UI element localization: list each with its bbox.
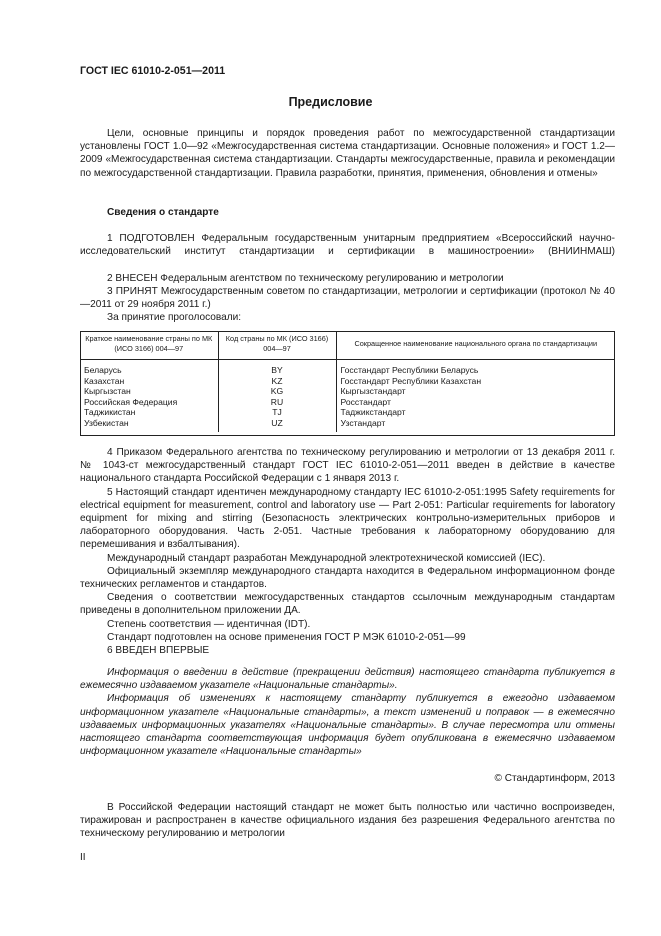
notice-paragraph: Информация об изменениях к настоящему стандарту публикуется в ежегодно издаваемом информационном указателе «Национальные стандарты», а текст изменений и поправок — в ежемесячно издаваемых информационных указателях «Национальные стандарты». В случае пересмотра или отмены настоящего стандарта соответствующая информация будет опубликована в ежемесячно издаваемом информационном указателе «Национальные стандарты» [80, 693, 615, 758]
items-before-table [80, 232, 615, 324]
table-row [80, 386, 615, 397]
iec-paragraph: Международный стандарт разработан Международной электротехнической комиссией (IEC). [107, 552, 546, 564]
code-cell: TJ [218, 407, 336, 418]
document-id-header: ГОСТ IEC 61010-2-051—2011 [80, 65, 226, 77]
body-cell: Кыргызстандарт [336, 386, 615, 397]
section-heading-block [80, 206, 615, 219]
item-4-paragraph: 4 Приказом Федерального агентства по техническому регулированию и метрологии от 13 декабря 2011 г. № 1043-ст межгосударственный стандарт ГОСТ IEC 61010-2-051—2011 введен в действие в качестве национального стандарта Российской Федерации с 1 января 2013 г. [80, 447, 615, 485]
table-row [80, 376, 615, 387]
legal-paragraph: В Российской Федерации настоящий стандарт не может быть полностью или частично воспроизведен, тиражирован и распространен в качестве официального издания без разрешения Федерального агентства по техническому регулированию и метрологии [80, 802, 615, 840]
country-cell: Таджикистан [84, 407, 136, 418]
conformity-paragraph: Степень соответствия — идентичная (IDT). [107, 618, 311, 630]
item-1-paragraph: 1 ПОДГОТОВЛЕН Федеральным государственным унитарным предприятием «Всероссийский научно-исследовательский институт стандартизации и сертификации в машиностроении» (ВНИИНМАШ) [80, 233, 615, 258]
item-3-paragraph: 3 ПРИНЯТ Межгосударственным советом по стандартизации, метрологии и сертификации (протокол № 40—2011 от 29 ноября 2011 г.) [80, 285, 615, 311]
official-copy-paragraph: Официальный экземпляр международного стандарта находится в Федеральном информационном фонде технических регламентов и стандартов. [80, 565, 615, 591]
body-cell: Росстандарт [336, 397, 615, 408]
page-number: II [80, 852, 86, 863]
column-header-body: Сокращенное наименование национального органа по стандартизации [336, 331, 615, 360]
vote-table [80, 331, 615, 432]
notice-paragraph: Информация о введении в действие (прекращении действия) настоящего стандарта публикуется в ежемесячно издаваемом указателе «Национальные стандарты». [80, 667, 615, 692]
body-cell: Узстандарт [336, 418, 615, 432]
column-header-country: Краткое наименование страны по МК (ИСО 3166) 004—97 [80, 331, 218, 360]
code-cell: UZ [218, 418, 336, 432]
country-cell: Кыргызстан [84, 386, 131, 397]
section-heading: Сведения о стандарте [107, 207, 219, 218]
page-title: Предисловие [288, 95, 373, 109]
intro-paragraph: Цели, основные принципы и порядок проведения работ по межгосударственной стандартизации установлены ГОСТ 1.0—92 «Межгосударственная система стандартизации. Основные положения» и ГОСТ 1.2—2009 «Межгосударственная система стандартизации. Стандарты межгосударственные, правила и рекомендации по межгосударственной стандартизации. Правила разработки, принятия, применения, обновления и отмены» [80, 128, 615, 179]
copyright-line: © Стандартинформ, 2013 [494, 773, 615, 784]
country-cell: Российская Федерация [84, 396, 178, 407]
item-6-paragraph: 6 ВВЕДЕН ВПЕРВЫЕ [107, 645, 210, 657]
body-cell: Таджикстандарт [336, 407, 615, 418]
table-row [80, 397, 615, 408]
code-cell: BY [218, 360, 336, 376]
code-cell: KG [218, 386, 336, 397]
code-cell: KZ [218, 376, 336, 387]
items-after-table [80, 446, 615, 657]
references-paragraph: Сведения о соответствии межгосударственных стандартов ссылочным международным стандартам приведены в дополнительном приложении ДА. [80, 592, 615, 617]
code-cell: RU [218, 397, 336, 408]
item-2-paragraph: 2 ВНЕСЕН Федеральным агентством по техническому регулированию и метрологии [107, 272, 504, 284]
country-cell: Казахстан [84, 375, 125, 386]
notices-section [80, 666, 615, 758]
table-row [80, 360, 615, 376]
vote-caption: За принятие проголосовали: [107, 312, 242, 324]
body-cell: Госстандарт Республики Беларусь [336, 360, 615, 376]
item-5-paragraph: 5 Настоящий стандарт идентичен международному стандарту IEC 61010-2-051:1995 Safety requirements for electrical equipment for measurement, control and laboratory use — Part 2-051: Particular requirements for laboratory equipment for mixing and stirring (Безопасность электрических контрольно-измерительных приборов и лабораторного оборудования. Часть 2-051. Частные требования к лабораторному оборудованию для перемешивания и взбалтывания). [80, 486, 615, 551]
country-cell: Беларусь [84, 365, 122, 375]
body-cell: Госстандарт Республики Казахстан [336, 376, 615, 387]
country-cell: Узбекистан [84, 417, 129, 428]
legal-section [80, 801, 615, 841]
intro-section [80, 127, 615, 180]
table-row [80, 418, 615, 432]
table-row [80, 407, 615, 418]
basis-paragraph: Стандарт подготовлен на основе применения ГОСТ Р МЭК 61010-2-051—99 [107, 631, 466, 643]
column-header-code: Код страны по МК (ИСО 3166) 004—97 [218, 331, 336, 360]
vote-table-header-row [80, 331, 615, 360]
